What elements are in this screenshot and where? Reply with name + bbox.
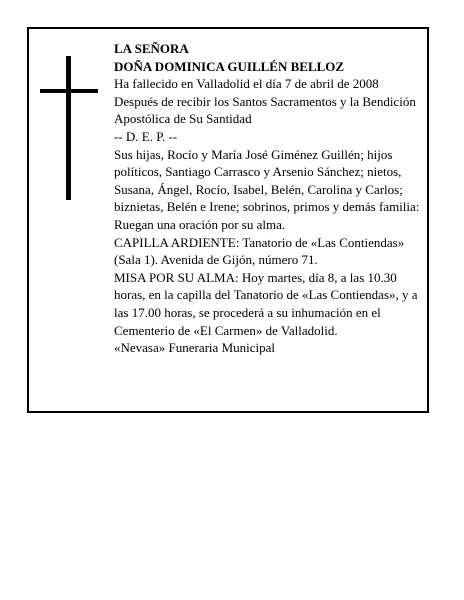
funeral-chapel-info: CAPILLA ARDIENTE: Tanatorio de «Las Contiendas» (Sala 1). Avenida de Gijón, número 71.	[114, 234, 405, 268]
death-announcement: Ha fallecido en Valladolid el día 7 de abril de 2008	[114, 76, 379, 92]
cross-vertical-bar	[66, 56, 71, 200]
rip-line: -- D. E. P. --	[114, 128, 178, 144]
deceased-name: DOÑA DOMINICA GUILLÉN BELLOZ	[114, 58, 345, 74]
notice-title: LA SEÑORA	[114, 41, 189, 56]
cross-icon	[40, 56, 98, 200]
notice-text	[114, 40, 426, 357]
funeral-home: «Nevasa» Funeraria Municipal	[114, 340, 276, 356]
obituary-notice	[27, 27, 429, 413]
cross-horizontal-bar	[40, 89, 98, 93]
sacraments-note: Después de recibir los Santos Sacramentos y la Bendición Apostólica de Su Santidad	[114, 93, 416, 127]
family-list: Sus hijas, Rocío y María José Giménez Guillén; hijos políticos, Santiago Carrasco y Arsenio Sánchez; nietos, Susana, Ángel, Rocío, Isabel, Belén, Carolina y Carlos; biznietas, Belén e Irene; sobrinos, primos y demás familia:	[114, 146, 420, 215]
prayer-request: Ruegan una oración por su alma.	[114, 216, 286, 232]
mass-info: MISA POR SU ALMA: Hoy martes, día 8, a las 10.30 horas, en la capilla del Tanatorio de «Las Contiendas», y a las 17.00 horas, se procederá a su inhumación en el Cementerio de «El Carmen» de Valladolid.	[114, 269, 418, 338]
